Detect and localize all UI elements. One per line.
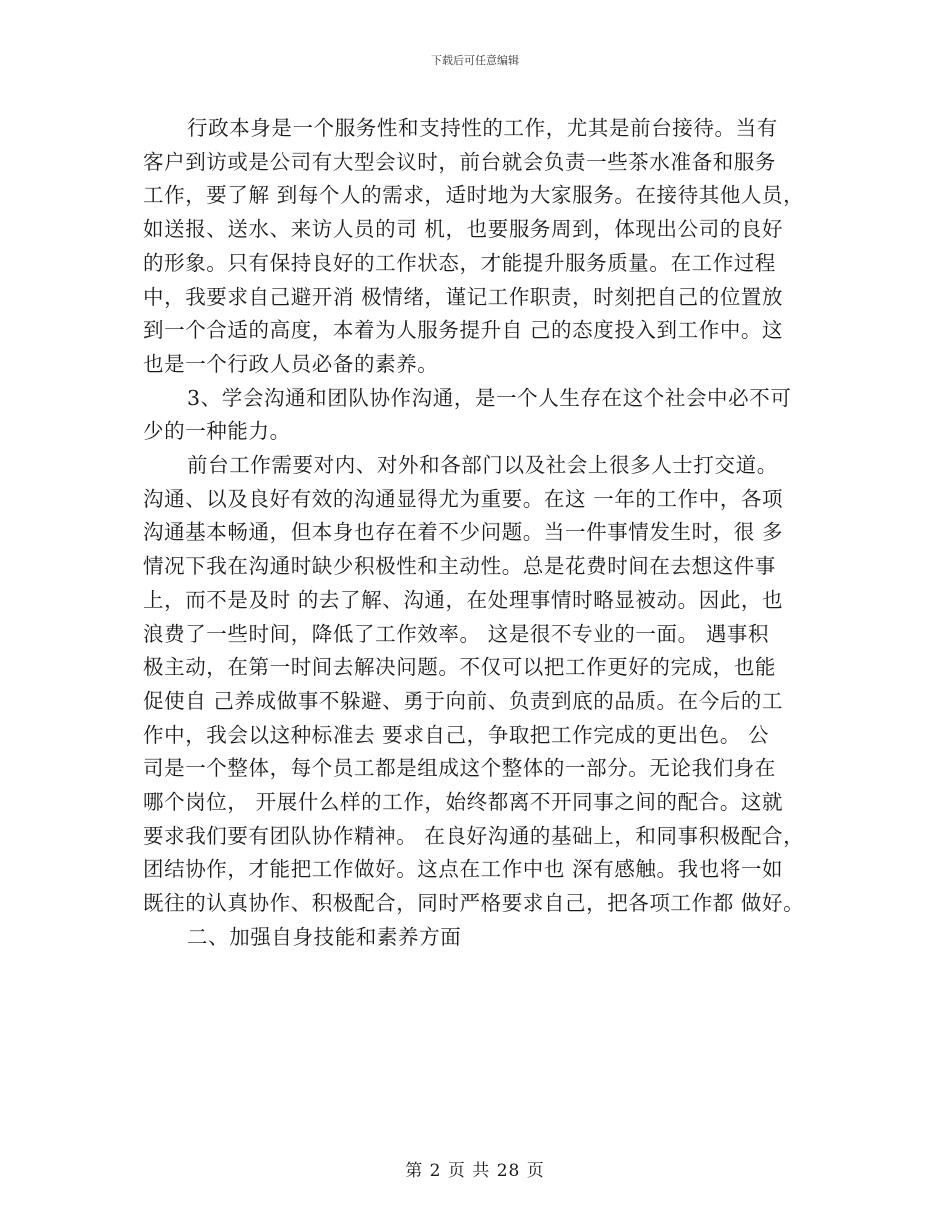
page-footer: 第 2 页 共 28 页 <box>405 1161 545 1181</box>
text-line: 既往的认真协作、积极配合，同时严格要求自己，把各项工作都 做好。 <box>143 891 805 916</box>
text-line: 上，而不是及时 的去了解、沟通，在处理事情时略显被动。因此，也 <box>143 587 784 612</box>
text-line: 浪费了一些时间，降低了工作效率。 这是很不专业的一面。 遇事积 <box>143 621 770 646</box>
text-line: 要求我们要有团队协作精神。 在良好沟通的基础上，和同事积极配合， <box>143 823 805 848</box>
text-line: 少的一种能力。 <box>143 419 291 444</box>
text-line: 沟通基本畅通，但本身也存在着不少问题。当一件事情发生时，很 多 <box>143 520 784 545</box>
text-line: 客户到访或是公司有大型会议时，前台就会负责一些茶水准备和服务 <box>143 149 776 174</box>
text-line: 沟通、以及良好有效的沟通显得尤为重要。在这 一年的工作中，各项 <box>143 486 784 511</box>
text-line: 作中，我会以这种标准去 要求自己，争取把工作完成的更出色。 公 <box>143 722 770 747</box>
text-line: 极主动，在第一时间去解决问题。不仅可以把工作更好的完成，也能 <box>143 655 776 680</box>
text-line: 促使自 己养成做事不躲避、勇于向前、负责到底的品质。在今后的工 <box>143 688 784 713</box>
text-line: 前台工作需要对内、对外和各部门以及社会上很多人士打交道。 <box>187 453 778 478</box>
text-line: 的形象。只有保持良好的工作状态，才能提升服务质量。在工作过程 <box>143 250 776 275</box>
text-line: 二、加强自身技能和素养方面 <box>187 924 462 949</box>
text-line: 哪个岗位， 开展什么样的工作，始终都离不开同事之间的配合。这就 <box>143 790 784 815</box>
text-line: 司是一个整体，每个员工都是组成这个整体的一部分。无论我们身在 <box>143 756 776 781</box>
text-line: 工作，要了解 到每个人的需求，适时地为大家服务。在接待其他人员， <box>143 183 805 208</box>
text-line: 如送报、送水、来访人员的司 机，也要服务周到，体现出公司的良好 <box>143 217 784 242</box>
text-line: 中，我要求自己避开消 极情绪，谨记工作职责，时刻把自己的位置放 <box>143 284 784 309</box>
text-line: 3、学会沟通和团队协作沟通，是一个人生存在这个社会中必不可 <box>187 385 792 410</box>
text-line: 情况下我在沟通时缺少积极性和主动性。总是花费时间在去想这件事 <box>143 554 776 579</box>
text-line: 到一个合适的高度，本着为人服务提升自 己的态度投入到工作中。这 <box>143 318 784 343</box>
text-line: 也是一个行政人员必备的素养。 <box>143 351 439 376</box>
document-body <box>143 112 823 955</box>
page-header-note: 下载后可任意编辑 <box>431 54 519 67</box>
text-line: 行政本身是一个服务性和支持性的工作，尤其是前台接待。当有 <box>187 116 778 140</box>
text-line: 团结协作，才能把工作做好。这点在工作中也 深有感触。我也将一如 <box>143 857 784 882</box>
